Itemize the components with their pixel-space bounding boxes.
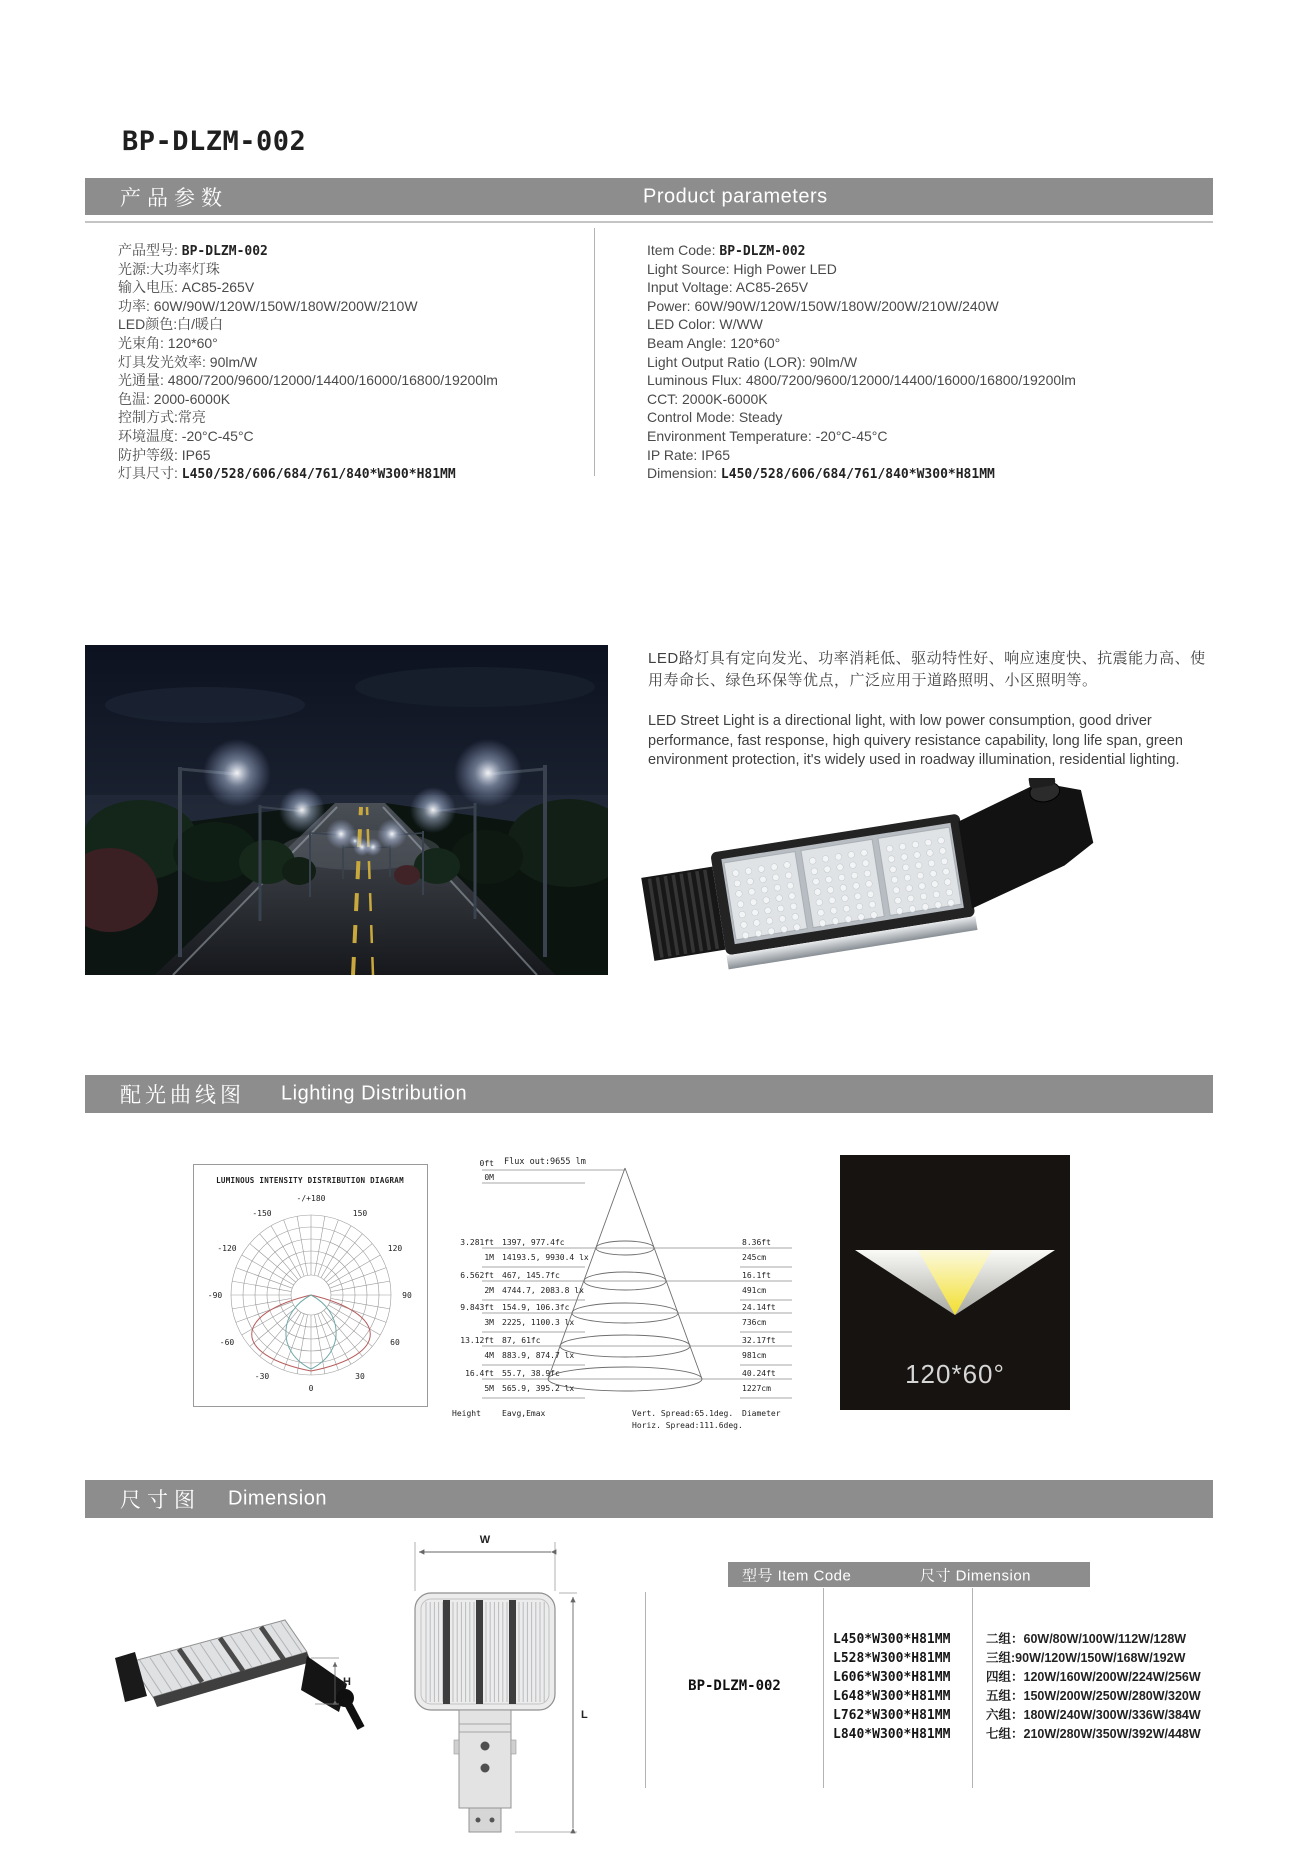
- wattage-row: 三组:90W/120W/150W/168W/192W: [986, 1651, 1186, 1665]
- spec-label: Input Voltage: AC85-265V: [647, 279, 809, 296]
- svg-text:55.7, 38.9fc: 55.7, 38.9fc: [502, 1369, 560, 1378]
- svg-text:3.281ft: 3.281ft: [460, 1238, 494, 1247]
- section-header-dimension-cn: 尺寸图: [120, 1489, 201, 1512]
- spec-line: [118, 241, 588, 260]
- svg-text:2225, 1100.3 lx: 2225, 1100.3 lx: [502, 1318, 575, 1327]
- beam-angle-graphic: [840, 1155, 1070, 1410]
- connector: [469, 1808, 501, 1832]
- svg-text:736cm: 736cm: [742, 1318, 767, 1327]
- svg-text:Vert. Spread:65.1deg.: Vert. Spread:65.1deg.: [632, 1409, 734, 1418]
- spec-value-bold: BP-DLZM-002: [181, 244, 268, 259]
- w-dimension-label: W: [479, 1534, 491, 1546]
- svg-text:150: 150: [352, 1209, 368, 1218]
- spec-line: [118, 390, 588, 409]
- spec-label: CCT: 2000K-6000K: [647, 390, 768, 407]
- spec-line: [118, 297, 588, 316]
- spec-label: 光通量: 4800/7200/9600/12000/14400/16000/16800/19200lm: [118, 372, 498, 389]
- spec-line: [118, 353, 588, 372]
- wattage-row: 四组：120W/160W/200W/224W/256W: [986, 1670, 1201, 1684]
- spec-line: [118, 334, 588, 353]
- beam-angle-label: 120*60°: [905, 1359, 1005, 1389]
- svg-text:1397, 977.4fc: 1397, 977.4fc: [502, 1238, 565, 1247]
- spec-line: [647, 427, 1213, 446]
- page-title: BP-DLZM-002: [122, 126, 307, 157]
- flux-label: Flux out:9655 lm: [504, 1157, 586, 1167]
- wattage-row: 六组：180W/240W/300W/336W/384W: [986, 1708, 1201, 1722]
- spec-label: 功率: 60W/90W/120W/150W/180W/200W/210W: [118, 297, 418, 314]
- h-dimension-label: H: [343, 1676, 351, 1688]
- dimension-row: L762*W300*H81MM: [833, 1708, 951, 1723]
- wattage-row: 二组：60W/80W/100W/112W/128W: [986, 1632, 1187, 1646]
- table-header-item-code: 型号 Item Code: [742, 1567, 852, 1584]
- svg-text:90: 90: [402, 1291, 412, 1300]
- polar-title: LUMINOUS INTENSITY DISTRIBUTION DIAGRAM: [216, 1176, 404, 1185]
- spec-line: [647, 334, 1213, 353]
- svg-text:154.9, 106.3fc: 154.9, 106.3fc: [502, 1303, 570, 1312]
- spec-label: 防护等级: IP65: [118, 446, 211, 463]
- svg-text:-/+180: -/+180: [296, 1194, 326, 1203]
- dimension-row: L450*W300*H81MM: [833, 1632, 951, 1647]
- street-night-photo: [85, 645, 608, 975]
- product-photo: [600, 778, 1120, 1068]
- spec-label: Power: 60W/90W/120W/150W/180W/200W/210W/240W: [647, 297, 999, 314]
- spec-label: 光源:大功率灯珠: [118, 260, 220, 277]
- svg-text:565.9, 395.2 lx: 565.9, 395.2 lx: [502, 1384, 575, 1393]
- mounting-bracket: [954, 778, 1100, 909]
- svg-text:-150: -150: [252, 1209, 272, 1218]
- svg-text:8.36ft: 8.36ft: [742, 1238, 771, 1247]
- section-header-parameters-en: Product parameters: [643, 185, 828, 207]
- spec-value-bold: L450/528/606/684/761/840*W300*H81MM: [181, 467, 456, 483]
- svg-text:6.562ft: 6.562ft: [460, 1271, 494, 1280]
- svg-text:1227cm: 1227cm: [742, 1384, 771, 1393]
- table-dimension-list: [833, 1630, 950, 1744]
- spec-line: [118, 371, 588, 390]
- svg-text:30: 30: [355, 1372, 365, 1381]
- section-header-distribution-en: Lighting Distribution: [281, 1082, 468, 1105]
- spec-label: 色温: 2000-6000K: [118, 390, 231, 407]
- spec-label: 输入电压: AC85-265V: [118, 279, 255, 296]
- divider-line: [85, 221, 1213, 223]
- fixture-perspective-drawing: [95, 1600, 385, 1780]
- svg-text:245cm: 245cm: [742, 1253, 767, 1262]
- spec-column-divider: [594, 228, 595, 476]
- spec-line: [647, 353, 1213, 372]
- table-header-dimension: 尺寸 Dimension: [920, 1567, 1032, 1584]
- spec-label: LED颜色:白/暖白: [118, 316, 224, 333]
- svg-text:16.1ft: 16.1ft: [742, 1271, 771, 1280]
- spec-line: [647, 446, 1213, 465]
- fixture-head-outline: [415, 1593, 555, 1710]
- svg-text:0ft: 0ft: [479, 1159, 494, 1168]
- section-header-dimension-en: Dimension: [228, 1487, 327, 1510]
- svg-text:120: 120: [387, 1244, 403, 1253]
- svg-text:2M: 2M: [484, 1286, 494, 1295]
- polar-distribution-chart: [194, 1165, 427, 1406]
- intro-text-en: LED Street Light is a directional light, with low power consumption, good driver performance, fast response, high quivery resistance capability, long life span, green environment protection, it's widely used in roadway illumination, residential lighting.: [648, 713, 1183, 768]
- svg-text:Horiz. Spread:111.6deg.: Horiz. Spread:111.6deg.: [632, 1421, 743, 1430]
- wattage-row: 七组：210W/280W/350W/392W/448W: [986, 1727, 1201, 1741]
- section-header-parameters-cn: 产品参数: [120, 186, 228, 210]
- svg-text:3M: 3M: [484, 1318, 494, 1327]
- dimension-row: L840*W300*H81MM: [833, 1727, 951, 1742]
- spec-line: [118, 464, 588, 483]
- svg-text:-30: -30: [254, 1372, 270, 1381]
- spec-label: LED Color: W/WW: [647, 316, 763, 333]
- spec-label: Item Code:: [647, 242, 720, 258]
- spec-list-cn: [118, 241, 588, 483]
- spec-line: [118, 315, 588, 334]
- intro-text-cn: LED路灯具有定向发光、功率消耗低、驱动特性好、响应速度快、抗震能力高、使用寿命长、绿色环保等优点，广泛应用于道路照明、小区照明等。: [648, 650, 1206, 689]
- cone-footer: [452, 1409, 781, 1430]
- svg-text:5M: 5M: [484, 1384, 494, 1393]
- spec-label: 灯具尺寸:: [118, 465, 182, 482]
- spec-value-bold: BP-DLZM-002: [719, 244, 806, 259]
- spec-label: Environment Temperature: -20°C-45°C: [647, 427, 888, 444]
- spec-line: [118, 408, 588, 427]
- spec-line: [647, 278, 1213, 297]
- spec-label: Dimension:: [647, 465, 721, 482]
- fixture-arm: [459, 1710, 511, 1808]
- dimension-row: L648*W300*H81MM: [833, 1689, 951, 1704]
- svg-text:1M: 1M: [484, 1253, 494, 1262]
- spec-label: Control Mode: Steady: [647, 409, 783, 426]
- spec-label: IP Rate: IP65: [647, 446, 731, 463]
- spec-line: [647, 297, 1213, 316]
- spec-list-en: [647, 241, 1213, 483]
- svg-text:16.4ft: 16.4ft: [465, 1369, 494, 1378]
- section-header-distribution-cn: 配光曲线图: [120, 1084, 245, 1107]
- svg-text:491cm: 491cm: [742, 1286, 767, 1295]
- svg-text:4M: 4M: [484, 1351, 494, 1360]
- svg-text:467, 145.7fc: 467, 145.7fc: [502, 1271, 560, 1280]
- table-divider-2: [972, 1588, 973, 1788]
- spec-label: 产品型号:: [118, 242, 182, 258]
- spec-line: [118, 260, 588, 279]
- spec-label: Light Output Ratio (LOR): 90lm/W: [647, 353, 858, 370]
- svg-text:0: 0: [308, 1384, 314, 1393]
- svg-text:4744.7, 2083.8 lx: 4744.7, 2083.8 lx: [502, 1286, 584, 1295]
- dimension-row: L528*W300*H81MM: [833, 1651, 951, 1666]
- svg-text:14193.5, 9930.4 lx: 14193.5, 9930.4 lx: [502, 1253, 589, 1262]
- svg-text:13.12ft: 13.12ft: [460, 1336, 494, 1345]
- spec-label: Light Source: High Power LED: [647, 260, 837, 277]
- svg-text:24.14ft: 24.14ft: [742, 1303, 776, 1312]
- svg-text:-60: -60: [219, 1338, 235, 1347]
- svg-text:Eavg,Emax: Eavg,Emax: [502, 1409, 546, 1418]
- spec-label: 控制方式:常亮: [118, 409, 206, 426]
- spec-line: [647, 408, 1213, 427]
- svg-text:-120: -120: [217, 1244, 237, 1253]
- section-header-parameters: [85, 178, 1213, 215]
- l-dimension-label: L: [581, 1709, 588, 1721]
- table-wattage-list: [986, 1630, 1201, 1744]
- svg-text:87, 61fc: 87, 61fc: [502, 1336, 541, 1345]
- table-item-code: BP-DLZM-002: [688, 1678, 781, 1694]
- svg-text:883.9, 874.7 lx: 883.9, 874.7 lx: [502, 1351, 575, 1360]
- wattage-row: 五组：150W/200W/250W/280W/320W: [986, 1689, 1201, 1703]
- spec-label: 光束角: 120*60°: [118, 334, 218, 351]
- spec-label: 灯具发光效率: 90lm/W: [118, 353, 258, 370]
- spec-label: Luminous Flux: 4800/7200/9600/12000/14400/16000/16800/19200lm: [647, 372, 1076, 389]
- spec-line: [647, 315, 1213, 334]
- cone-diagram: [440, 1150, 810, 1450]
- beam-angle-figure: [840, 1155, 1070, 1410]
- spec-label: 环境温度: -20°C-45°C: [118, 427, 254, 444]
- svg-text:Diameter: Diameter: [742, 1409, 781, 1418]
- spec-label: Beam Angle: 120*60°: [647, 334, 781, 351]
- spec-line: [647, 464, 1213, 483]
- svg-text:Height: Height: [452, 1409, 481, 1418]
- svg-text:32.17ft: 32.17ft: [742, 1336, 776, 1345]
- spec-line: [118, 278, 588, 297]
- fixture-top-view-drawing: [395, 1528, 685, 1840]
- svg-text:40.24ft: 40.24ft: [742, 1369, 776, 1378]
- dimension-row: L606*W300*H81MM: [833, 1670, 951, 1685]
- spec-line: [647, 371, 1213, 390]
- spec-line: [647, 260, 1213, 279]
- table-divider-1: [823, 1588, 824, 1788]
- section-header-distribution: [85, 1075, 1213, 1113]
- spec-line: [118, 446, 588, 465]
- svg-text:-90: -90: [207, 1291, 223, 1300]
- svg-text:981cm: 981cm: [742, 1351, 767, 1360]
- svg-text:9.843ft: 9.843ft: [460, 1303, 494, 1312]
- spec-line: [647, 390, 1213, 409]
- dimension-table-header: [728, 1562, 1090, 1587]
- spec-line: [118, 427, 588, 446]
- polar-diagram-box: [193, 1164, 428, 1407]
- section-header-dimension: [85, 1480, 1213, 1518]
- spec-line: [647, 241, 1213, 260]
- svg-text:60: 60: [390, 1338, 400, 1347]
- svg-text:0M: 0M: [484, 1173, 494, 1182]
- spec-value-bold: L450/528/606/684/761/840*W300*H81MM: [720, 467, 995, 483]
